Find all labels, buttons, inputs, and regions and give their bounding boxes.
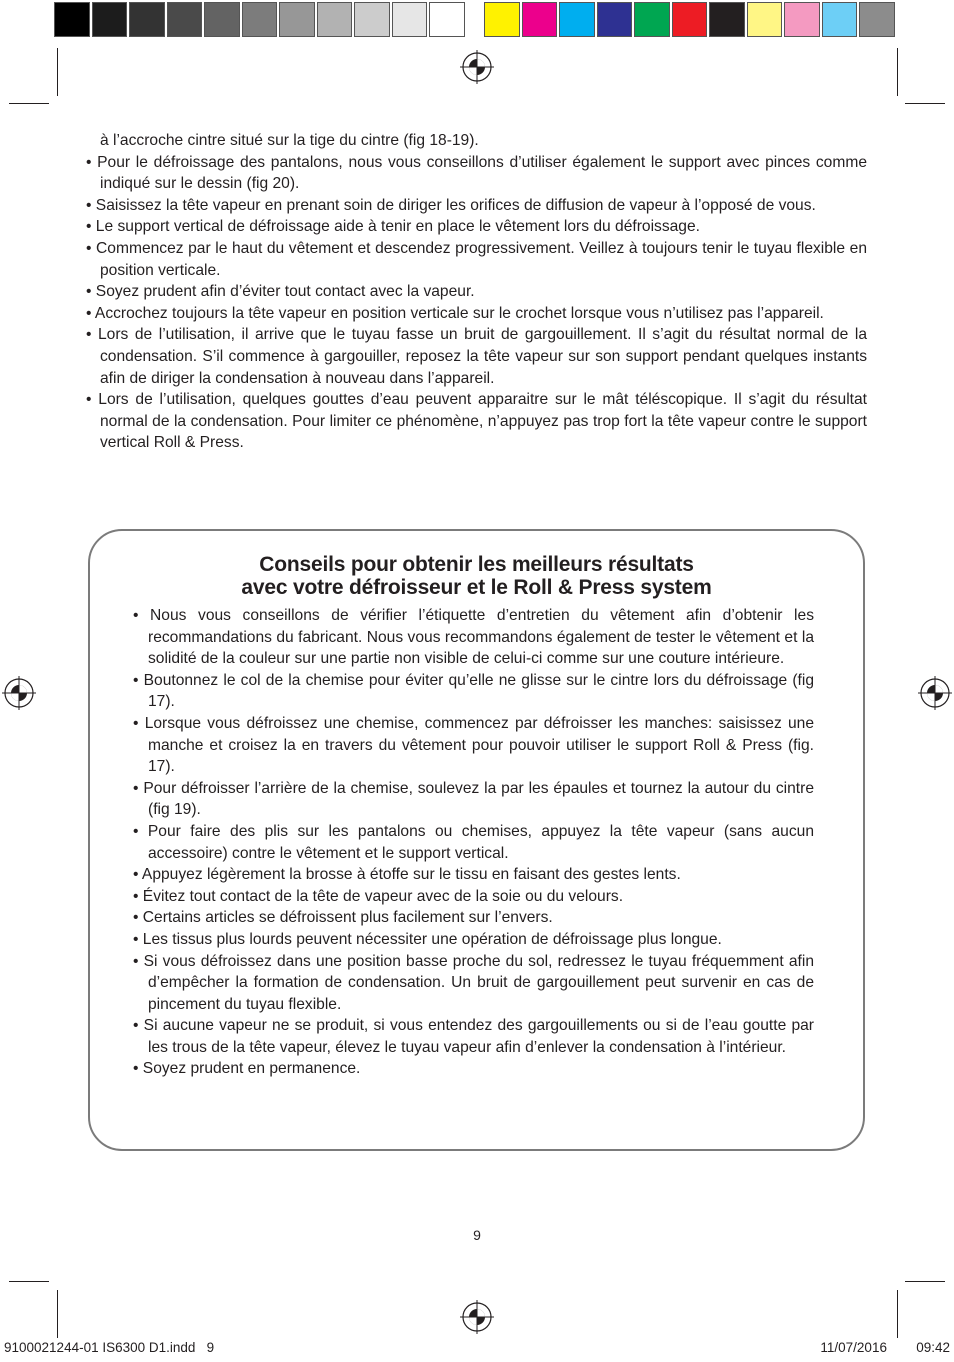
list-item: • Lors de l’utilisation, quelques gouttes d’eau peuvent apparaitre sur le mât téléscopique. Il s’agit du résultat normal de la condensation. Pour limiter ce phénomène, n’appuyez pas trop fort la tête vapeur contre le support vertical Roll & Press. [86,391,867,452]
crop-mark [897,1290,898,1338]
list-item: à l’accroche cintre situé sur la tige du cintre (fig 18-19). [100,132,479,149]
page-number: 9 [473,1227,481,1243]
color-swatch [522,2,558,37]
color-swatch [204,2,240,37]
registration-mark-icon [460,1300,494,1334]
color-swatch [129,2,165,37]
footer-date-time: 11/07/2016 09:42 [820,1340,950,1355]
color-swatch [597,2,633,37]
color-swatch [747,2,783,37]
list-item: • Lors de l’utilisation, il arrive que le tuyau fasse un bruit de gargouillement. Il s’agit du résultat normal de la condensation. S’il commence à gargouiller, reposez la tête vapeur sur son support pendant quelques instants afin de diriger la condensation à nouveau dans l’appareil. [86,326,867,387]
list-item: • Boutonnez le col de la chemise pour éviter qu’elle ne glisse sur le cintre lors du défroissage (fig 17). [133,671,814,711]
list-item: • Pour le défroissage des pantalons, nous vous conseillons d’utiliser également le support avec pinces comme indiqué sur le dessin (fig 20). [86,153,867,193]
grayscale-calibration-bar [54,2,467,39]
list-item: • Le support vertical de défroissage aide à tenir en place le vêtement lors du défroissage. [86,218,700,236]
registration-mark-icon [2,676,36,710]
color-calibration-bar [484,2,897,39]
list-item: • Si vous défroissez dans une position basse proche du sol, redressez le tuyau fréquemment afin d’empêcher la formation de condensation. Un bruit de gargouillement peut survenir en cas de pincement du tuyau flexible. [133,952,814,1013]
color-swatch [672,2,708,37]
color-swatch [392,2,428,37]
crop-mark [9,103,49,104]
crop-mark [897,48,898,96]
list-item: • Soyez prudent en permanence. [133,1060,361,1078]
color-swatch [317,2,353,37]
list-item: • Si aucune vapeur ne se produit, si vous entendez des gargouillements ou si de l’eau goutte par les trous de la tête vapeur, élevez le tuyau vapeur afin d’enlever la condensation à l’intérieur. [133,1017,814,1056]
instructions-list [86,130,867,454]
color-swatch [242,2,278,37]
color-swatch [822,2,858,37]
crop-mark [57,1290,58,1338]
color-swatch [484,2,520,37]
tips-title-line-1: Conseils pour obtenir les meilleurs résultats [259,553,694,576]
color-swatch [54,2,90,37]
list-item: • Lorsque vous défroissez une chemise, commencez par défroisser les manches: saisissez une manche et croisez la en travers du vêtement pour pouvoir utiliser le support Roll & Press (fig. 17). [133,714,814,776]
tips-box [88,529,865,1151]
color-swatch [92,2,128,37]
crop-mark [57,48,58,96]
list-item: • Soyez prudent afin d’éviter tout contact avec la vapeur. [86,283,475,301]
tips-list [133,605,814,1080]
list-item: • Saisissez la tête vapeur en prenant soin de diriger les orifices de diffusion de vapeur à l’opposé de vous. [86,196,816,214]
color-swatch [859,2,895,37]
list-item: • Pour défroisser l’arrière de la chemise, soulevez la par les épaules et tournez la autour du cintre (fig 19). [133,779,814,819]
color-swatch [784,2,820,37]
list-item: • Évitez tout contact de la tête de vapeur avec de la soie ou du velours. [133,887,624,905]
list-item: • Les tissus plus lourds peuvent nécessiter une opération de défroissage plus longue. [133,930,722,948]
list-item: • Pour faire des plis sur les pantalons ou chemises, appuyez la tête vapeur (sans aucun accessoire) contre le vêtement et le support vertical. [133,822,814,862]
list-item: • Accrochez toujours la tête vapeur en position verticale sur le crochet lorsque vous n’utilisez pas l’appareil. [86,304,824,322]
list-item: • Commencez par le haut du vêtement et descendez progressivement. Veillez à toujours tenir le tuyau flexible en position verticale. [86,239,867,279]
list-item: • Certains articles se défroissent plus facilement sur l’envers. [133,909,553,927]
list-item: • Nous vous conseillons de vérifier l’étiquette d’entretien du vêtement afin d’obtenir les recommandations du fabricant. Nous vous recommandons également de tester le vêtement et la solidité de la couleur sur une partie non visible de celui-ci comme sur une couture intérieure. [133,607,814,668]
color-swatch [167,2,203,37]
list-item: • Appuyez légèrement la brosse à étoffe sur le tissu en faisant des gestes lents. [133,866,681,884]
color-swatch [354,2,390,37]
color-swatch [634,2,670,37]
crop-mark [905,103,945,104]
color-swatch [559,2,595,37]
tips-title-line-2: avec votre défroisseur et le Roll & Press system [241,576,712,599]
crop-mark [905,1281,945,1282]
crop-mark [9,1281,49,1282]
registration-mark-icon [460,50,494,84]
tips-box-title [90,553,863,599]
footer-file-name: 9100021244-01 IS6300 D1.indd 9 [4,1340,215,1355]
color-swatch [709,2,745,37]
registration-mark-icon [918,676,952,710]
color-swatch [279,2,315,37]
color-swatch [429,2,465,37]
